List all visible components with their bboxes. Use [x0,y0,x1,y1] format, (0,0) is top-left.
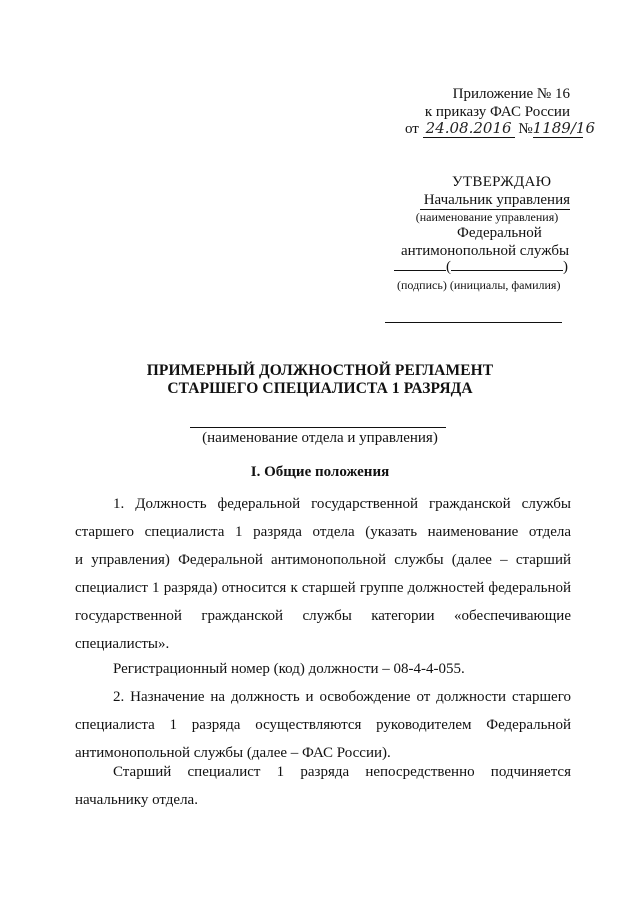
order-date-number [405,119,595,138]
date-blank-line [385,322,562,323]
signature-open-paren: ( [446,259,451,275]
department-hint: (наименование отдела и управления) [202,430,438,446]
handwritten-date: 24.08.2016 [423,119,515,138]
paragraph-line: государственной гражданской службы категории «обеспечивающие [75,608,571,624]
number-prefix: № [518,121,533,137]
paragraph-line: старшего специалиста 1 разряда отдела (указать наименование отдела [75,524,571,540]
paragraph-3 [75,683,571,767]
paragraph-2 [75,655,571,683]
order-reference: к приказу ФАС России [424,104,570,120]
paragraph-1 [75,490,571,658]
department-name-hint: (наименование управления) [415,210,559,224]
department-blank-line [190,427,446,428]
paragraph-line: 1. Должность федеральной государственной гражданской службы [113,496,571,512]
paragraph-4 [75,758,571,814]
document-title-line2: СТАРШЕГО СПЕЦИАЛИСТА 1 РАЗРЯДА [167,380,473,397]
org-name-line1: Федеральной [457,225,542,241]
paragraph-line: Регистрационный номер (код) должности – 08-4-4-055. [113,661,465,677]
signature-hint: (подпись) (инициалы, фамилия) [397,278,561,292]
signature-blank [394,270,446,271]
org-name-line2: антимонопольной службы [401,243,570,259]
paragraph-line: Старший специалист 1 разряда непосредственно подчиняется [113,764,571,780]
signature-close-paren: ) [563,259,568,275]
date-prefix: от [405,121,419,137]
head-of-department: Начальник управления [420,192,570,210]
paragraph-line: и управления) Федеральной антимонопольной службы (далее – старший [75,552,571,568]
name-blank [451,270,563,271]
paragraph-line: специалиста 1 разряда осуществляются руководителем Федеральной [75,717,571,733]
paragraph-line: специалисты». [75,636,170,652]
paragraph-line: специалист 1 разряда) относится к старшей группе должностей федеральной [75,580,571,596]
paragraph-line: начальнику отдела. [75,792,198,808]
document-title-line1: ПРИМЕРНЫЙ ДОЛЖНОСТНОЙ РЕГЛАМЕНТ [146,362,494,379]
paragraph-line: 2. Назначение на должность и освобождение от должности старшего [113,689,571,705]
appendix-label: Приложение № 16 [452,86,570,102]
handwritten-number: 1189/16 [532,119,595,137]
paragraph-line: антимонопольной службы (далее – ФАС России). [75,745,391,761]
approve-heading: УТВЕРЖДАЮ [452,174,552,190]
section-heading: I. Общие положения [250,464,390,480]
signature-line [394,259,568,276]
